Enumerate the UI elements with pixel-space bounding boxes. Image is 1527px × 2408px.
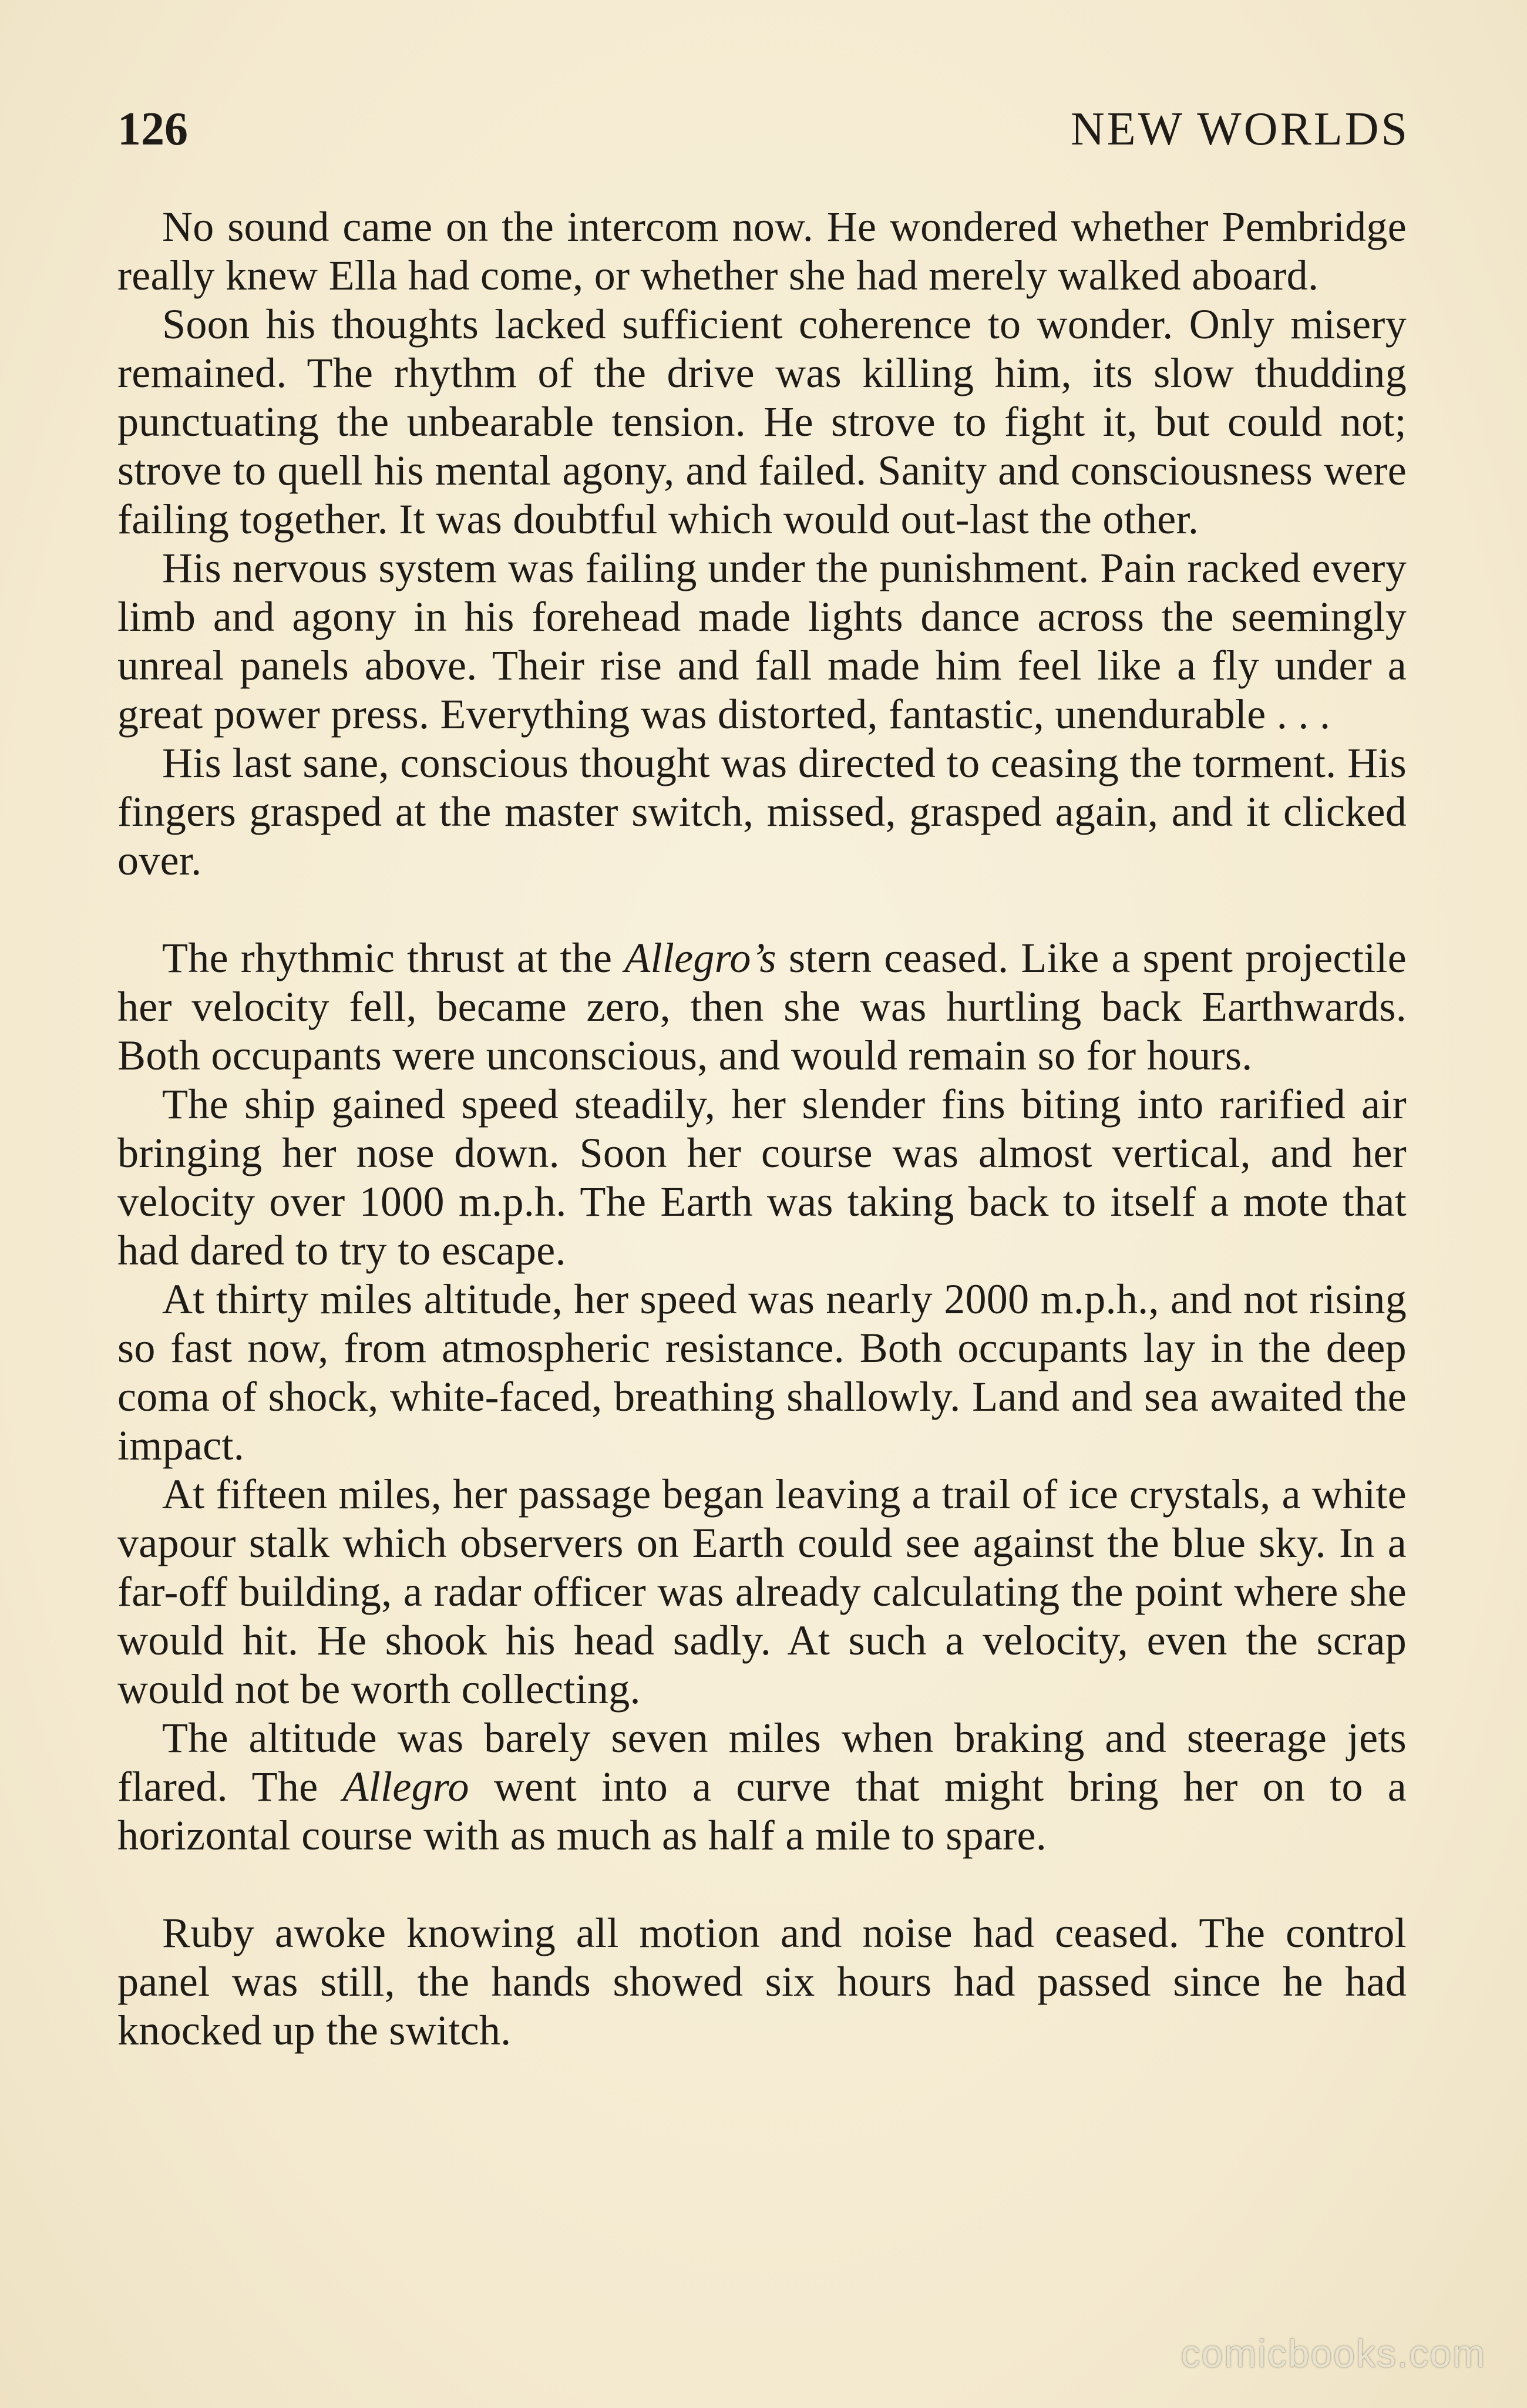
paragraph-ruby-awoke: Ruby awoke knowing all motion and noise had ceased. The control panel was still, the hands showed six hours had passed since he had knocked up the switch.	[117, 1909, 1407, 2054]
thrust-text-after: stern ceased. Like a spent projectile her velocity fell, became zero, then she was hurtling back Earthwards. Both occupants were unconscious, and would remain so for hours.	[117, 934, 1407, 1079]
braking-text-after: went into a curve that might bring her on to a horizontal course with as much as half a mile to spare.	[117, 1763, 1407, 1859]
paragraph-braking-jets	[117, 1714, 1407, 1860]
thrust-text-before: The rhythmic thrust at the	[162, 934, 625, 981]
paragraph-intercom: No sound came on the intercom now. He wondered whether Pembridge really knew Ella had come, or whether she had merely walked aboard.	[117, 203, 1407, 299]
journal-title: NEW WORLDS	[1070, 103, 1410, 155]
story-text	[117, 203, 1407, 2055]
paragraph-speed-gain: The ship gained speed steadily, her slender fins biting into rarified air bringing her nose down. Soon her course was almost vertical, and her velocity over 1000 m.p.h. The Earth was taking back to itself a mote that had dared to try to escape.	[117, 1081, 1407, 1274]
paragraph-master-switch: His last sane, conscious thought was directed to ceasing the torment. His fingers grasped at the master switch, missed, grasped again, and it clicked over.	[117, 739, 1407, 884]
paragraph-thoughts: Soon his thoughts lacked sufficient coherence to wonder. Only misery remained. The rhythm of the drive was killing him, its slow thudding punctuating the unbearable tension. He strove to fight it, but could not; strove to quell his mental agony, and failed. Sanity and consciousness were failing together. It was doubtful which would out-last the other.	[117, 301, 1407, 543]
paragraph-fifteen-miles: At fifteen miles, her passage began leaving a trail of ice crystals, a white vapour stalk which observers on Earth could see against the blue sky. In a far-off building, a radar officer was already calculating the point where she would hit. He shook his head sadly. At such a velocity, even the scrap would not be worth collecting.	[117, 1471, 1407, 1713]
ship-name-italic: Allegro’s	[624, 934, 776, 981]
watermark: comicbooks.com	[1180, 2332, 1486, 2375]
braking-text-before: The altitude was barely seven miles when braking and steerage jets flared. The	[117, 1714, 1407, 1810]
paragraph-thrust-ceased	[117, 934, 1407, 1080]
paragraph-thirty-miles: At thirty miles altitude, her speed was nearly 2000 m.p.h., and not rising so fast now, from atmospheric resistance. Both occupants lay in the deep coma of shock, white-faced, breathing shallowly. Land and sea awaited the impact.	[117, 1276, 1407, 1469]
page-number: 126	[117, 103, 188, 155]
paragraph-nervous-system: His nervous system was failing under the punishment. Pain racked every limb and agony in his forehead made lights dance across the seemingly unreal panels above. Their rise and fall made him feel like a fly under a great power press. Everything was distorted, fantastic, unendurable . . .	[117, 544, 1407, 738]
running-head	[117, 100, 1410, 159]
ship-name-italic: Allegro	[342, 1763, 469, 1810]
